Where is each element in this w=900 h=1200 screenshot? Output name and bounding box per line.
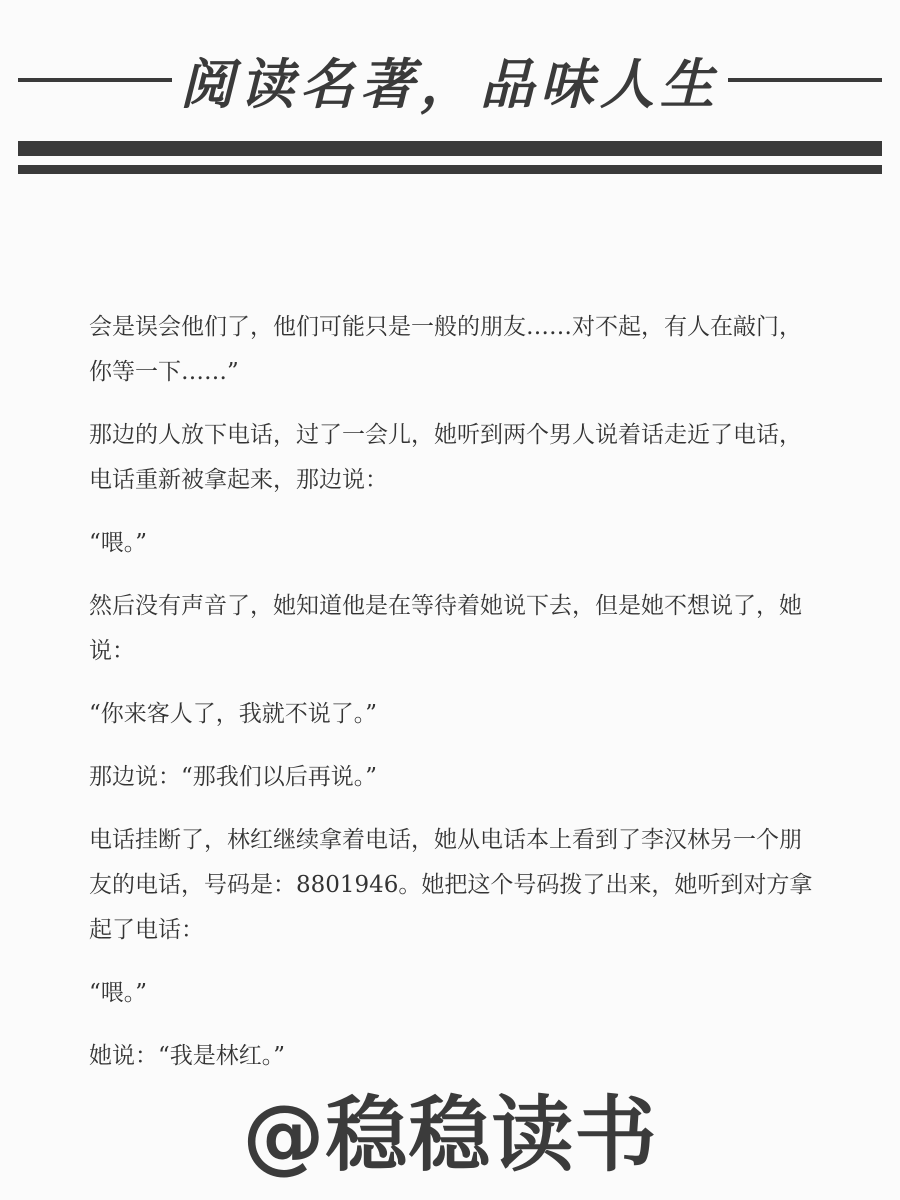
article-body [89,305,819,1097]
paragraph: “喂。” [89,980,148,1006]
paragraph: 那边说：“那我们以后再说。” [89,764,378,790]
paragraph: 然后没有声音了，她知道他是在等待着她说下去，但是她不想说了，她说： [89,593,802,664]
page-header [18,40,882,120]
header-left-line [18,78,172,82]
paragraph: 那边的人放下电话，过了一会儿，她听到两个男人说着话走近了电话，电话重新被拿起来，那边说： [89,422,802,493]
paragraph: 她说：“我是林红。” [89,1043,286,1069]
header-right-line [728,78,882,82]
header-divider-thick [18,141,882,156]
paragraph: “喂。” [89,530,148,556]
paragraph: 会是误会他们了，他们可能只是一般的朋友……对不起，有人在敲门，你等一下……” [89,314,802,385]
paragraph: 电话挂断了，林红继续拿着电话，她从电话本上看到了李汉林另一个朋友的电话，号码是：8801946。她把这个号码拨了出来，她听到对方拿起了电话： [89,827,813,943]
header-divider-thin [18,165,882,174]
page-title: 阅读名著，品味人生 [180,52,720,116]
paragraph: “你来客人了，我就不说了。” [89,701,378,727]
account-watermark: @稳稳读书 [242,1088,658,1183]
